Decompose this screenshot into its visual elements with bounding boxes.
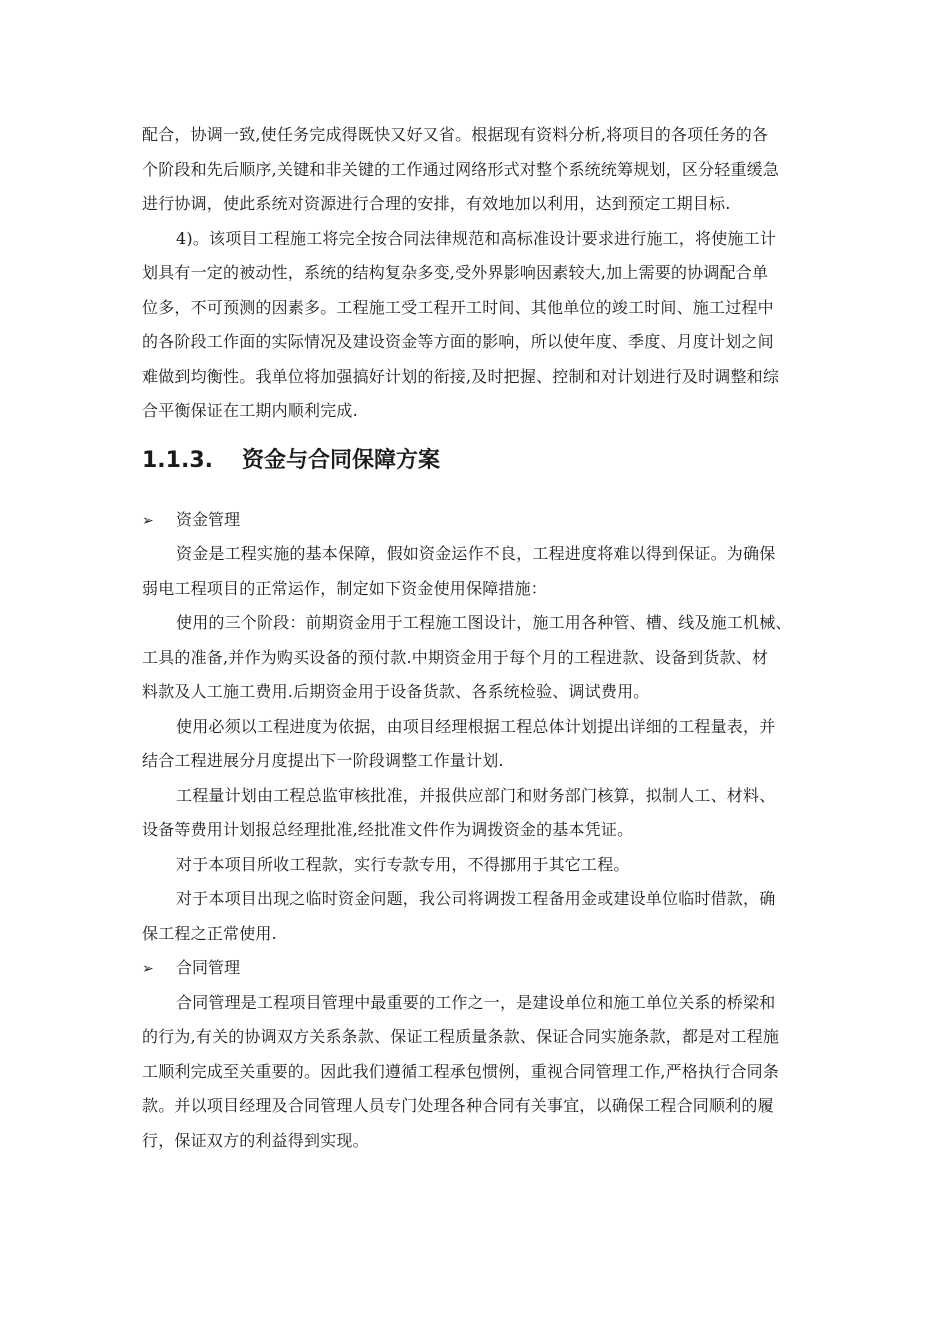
text-line: 的各阶段工作面的实际情况及建设资金等方面的影响，所以使年度、季度、月度计划之间 <box>142 332 774 351</box>
document-page <box>142 118 810 1158</box>
text-line: 个阶段和先后顺序,关键和非关键的工作通过网络形式对整个系统统筹规划，区分轻重缓急 <box>142 159 780 179</box>
text-line: 工顺利完成至关重要的。因此我们遵循工程承包惯例，重视合同管理工作,严格执行合同条 <box>142 1061 780 1081</box>
text-line: 款。并以项目经理及合同管理人员专门处理各种合同有关事宜，以确保工程合同顺利的履 <box>142 1096 774 1115</box>
text-line: 行，保证双方的利益得到实现。 <box>142 1130 369 1150</box>
bullet-item-contract <box>142 951 810 986</box>
text-line: 配合，协调一致,使任务完成得既快又好又省。根据现有资料分析,将项目的各项任务的各 <box>142 125 769 144</box>
text-line: 工具的准备,并作为购买设备的预付款.中期资金用于每个月的工程进款、设备到货款、材 <box>142 647 769 667</box>
text-line: 位多，不可预测的因素多。工程施工受工程开工时间、其他单位的竣工时间、施工过程中 <box>142 297 774 317</box>
text-line: 合平衡保证在工期内顺利完成. <box>142 401 358 420</box>
text-line: 料款及人工施工费用.后期资金用于设备货款、各系统检验、调试费用。 <box>142 682 650 701</box>
arrow-bullet-icon: ➢ <box>142 512 154 529</box>
section-title: 资金与合同保障方案 <box>242 447 441 473</box>
bullet-label: 资金管理 <box>176 509 241 529</box>
text-line: 对于本项目所收工程款，实行专款专用，不得挪用于其它工程。 <box>176 854 630 874</box>
text-line: 难做到均衡性。我单位将加强搞好计划的衔接,及时把握、控制和对计划进行及时调整和综 <box>142 366 780 386</box>
subsection-contract <box>142 951 810 1158</box>
section-number: 1.1.3. <box>142 447 213 473</box>
text-line: 结合工程进展分月度提出下一阶段调整工作量计划. <box>142 751 504 770</box>
text-line: 划具有一定的被动性，系统的结构复杂多变,受外界影响因素较大,加上需要的协调配合单 <box>142 263 769 282</box>
text-line: 保工程之正常使用. <box>142 923 277 943</box>
text-line: 合同管理是工程项目管理中最重要的工作之一，是建设单位和施工单位关系的桥梁和 <box>176 992 776 1012</box>
arrow-bullet-icon: ➢ <box>142 961 154 977</box>
paragraph-continuation <box>142 118 810 222</box>
subsection-funds <box>142 503 810 952</box>
text-line: 设备等费用计划报总经理批准,经批准文件作为调拨资金的基本凭证。 <box>142 820 634 839</box>
text-line: 对于本项目出现之临时资金问题，我公司将调拨工程备用金或建设单位临时借款，确 <box>176 889 776 908</box>
text-line: 进行协调，使此系统对资源进行合理的安排，有效地加以利用，达到预定工期目标. <box>142 194 731 213</box>
text-line: 资金是工程实施的基本保障，假如资金运作不良，工程进度将难以得到保证。为确保 <box>176 544 776 563</box>
text-line: 使用的三个阶段：前期资金用于工程施工图设计，施工用各种管、槽、线及施工机械、 <box>176 613 792 632</box>
bullet-label: 合同管理 <box>176 958 241 977</box>
text-line: 弱电工程项目的正常运作，制定如下资金使用保障措施： <box>142 578 548 598</box>
section-heading <box>142 441 810 481</box>
paragraph-item-4 <box>142 222 810 429</box>
text-line: 的行为,有关的协调双方关系条款、保证工程质量条款、保证合同实施条款，都是对工程施 <box>142 1027 780 1046</box>
text-line: 工程量计划由工程总监审核批准，并报供应部门和财务部门核算，拟制人工、材料、 <box>176 785 776 805</box>
bullet-item-funds <box>142 503 810 538</box>
text-line: 使用必须以工程进度为依据，由项目经理根据工程总体计划提出详细的工程量表，并 <box>176 716 776 736</box>
text-line: 4)。该项目工程施工将完全按合同法律规范和高标准设计要求进行施工，将使施工计 <box>176 228 777 248</box>
